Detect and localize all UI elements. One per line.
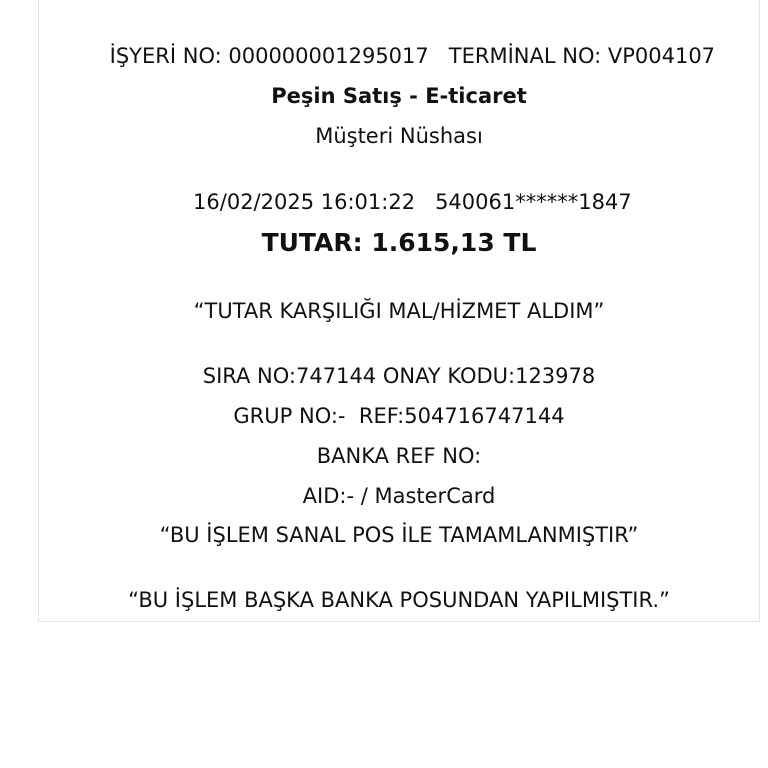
total-amount: TUTAR: 1.615,13 TL	[261, 228, 537, 257]
virtual-pos-note: “BU İŞLEM SANAL POS İLE TAMAMLANMIŞTIR”	[159, 523, 639, 547]
copy-label: Müşteri Nüshası	[315, 124, 483, 148]
merchant-number: İŞYERİ NO: 000000001295017	[109, 44, 429, 68]
transaction-datetime: 16/02/2025 16:01:22	[193, 190, 416, 214]
terminal-number: TERMİNAL NO: VP004107	[448, 44, 716, 68]
group-reference: GRUP NO:- REF:504716747144	[233, 404, 565, 428]
card-number: 540061******1847	[435, 190, 632, 214]
other-bank-pos-note: “BU İŞLEM BAŞKA BANKA POSUNDAN YAPILMIŞTIR.”	[128, 588, 670, 612]
bank-reference: BANKA REF NO:	[316, 444, 482, 468]
acknowledgement-text: “TUTAR KARŞILIĞI MAL/HİZMET ALDIM”	[193, 299, 605, 323]
sequence-approval-code: SIRA NO:747144 ONAY KODU:123978	[202, 364, 596, 388]
aid-card-type: AID:- / MasterCard	[302, 484, 496, 508]
receipt-slip	[38, 0, 760, 622]
transaction-type: Peşin Satış - E-ticaret	[271, 84, 527, 108]
